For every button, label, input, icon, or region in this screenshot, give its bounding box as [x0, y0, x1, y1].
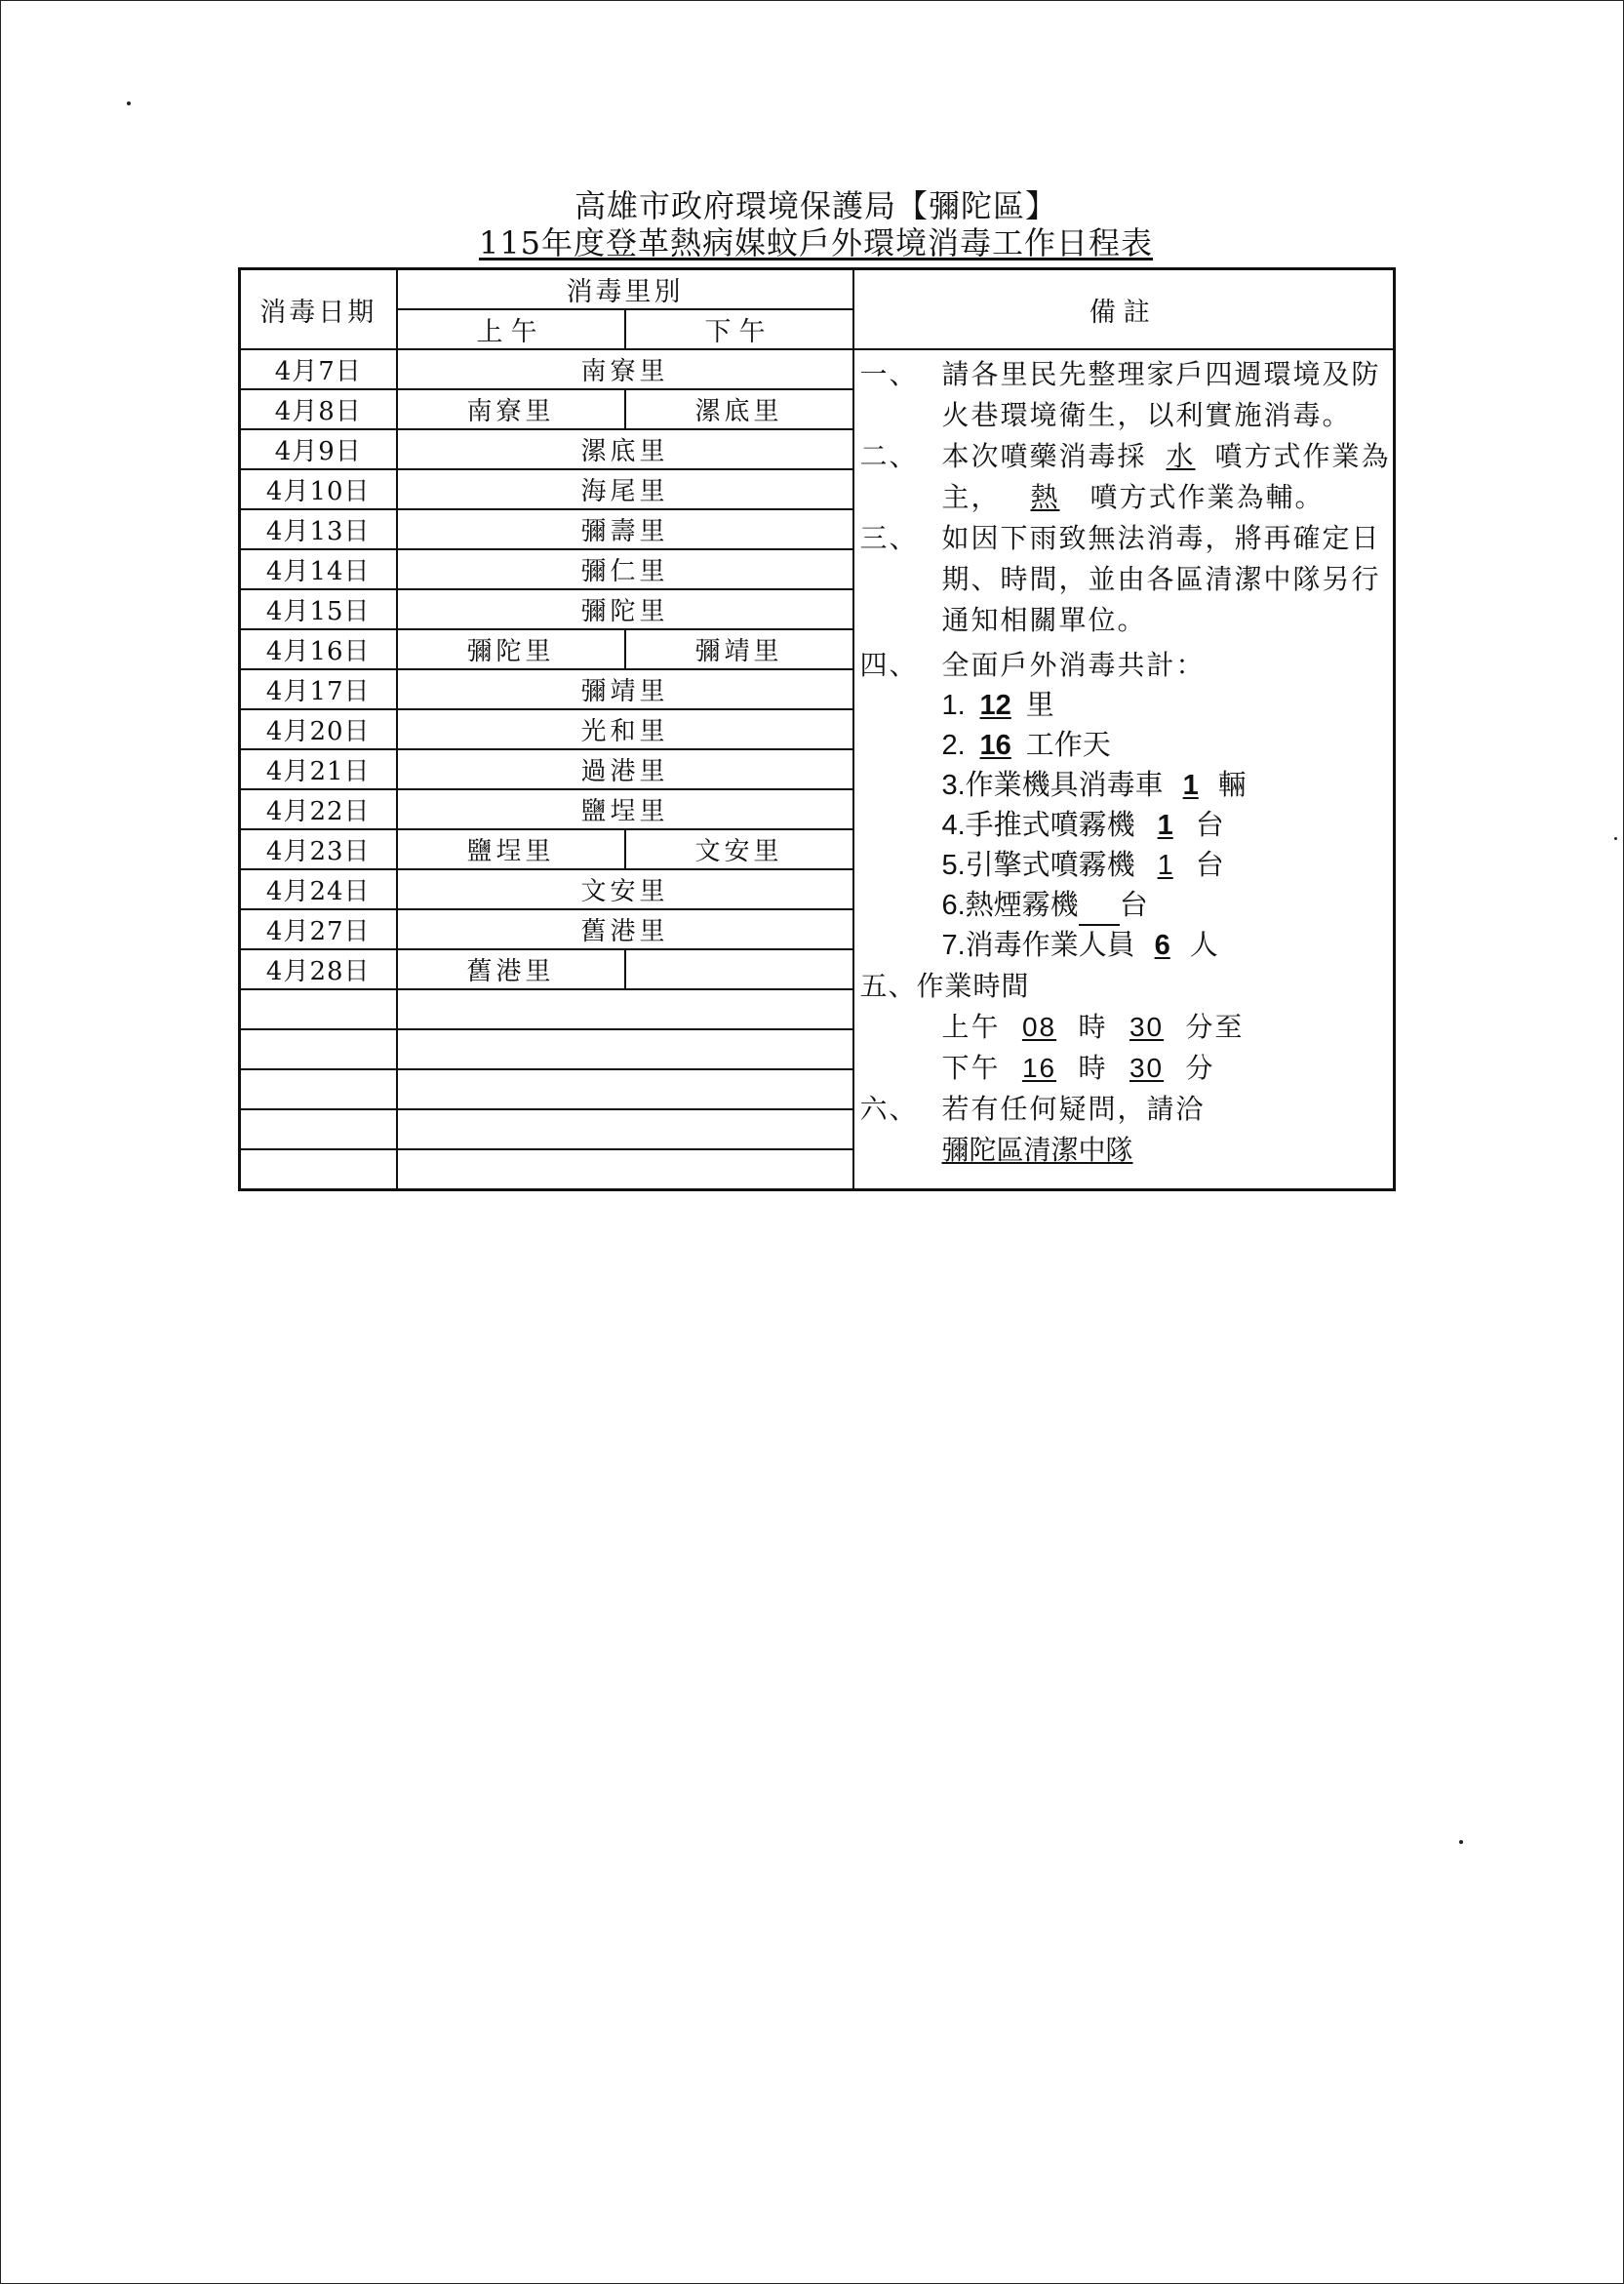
schedule-village-fullday: 南寮里 [397, 349, 853, 389]
schedule-village-fullday: 海尾里 [397, 469, 853, 509]
title-line-2: 115年度登革熱病媒蚊戶外環境消毒工作日程表 [478, 224, 1154, 261]
engine-sprayers: 5.引擎式噴霧機 1 台 [941, 850, 1224, 881]
scan-speck [1614, 837, 1617, 840]
schedule-village-split [397, 829, 853, 869]
spray-method-main: 水 [1166, 440, 1196, 472]
schedule-village-fullday: 漯底里 [397, 429, 853, 469]
disinfection-vehicles: 3.作業機具消毒車 1 輛 [941, 770, 1247, 801]
schedule-date [240, 1149, 397, 1190]
schedule-village-pm [626, 950, 852, 988]
disinfection-schedule-table [238, 267, 1396, 1191]
schedule-village-fullday: 舊港里 [397, 909, 853, 949]
note-6: 六、 若有任何疑問，請洽 彌陀區清潔中隊 [860, 1089, 1394, 1171]
disinfection-staff: 7.消毒作業人員 6 人 [941, 930, 1218, 961]
schedule-village-am: 舊港里 [398, 950, 626, 988]
thermal-foggers: 6.熱煙霧機 台 [860, 886, 1394, 926]
schedule-village-fullday: 過港里 [397, 749, 853, 789]
schedule-village-pm: 文安里 [694, 837, 783, 866]
title-line-1: 高雄市政府環境保護局【彌陀區】 [574, 187, 1057, 224]
schedule-village-fullday: 彌靖里 [397, 669, 853, 709]
header-notes: 備註 [853, 269, 1395, 350]
work-time-pm: 下午 16 時 30 分 [941, 1052, 1215, 1084]
schedule-row [240, 349, 1395, 389]
note-2: 二、 本次噴藥消毒採 水 噴方式作業為主， 熱 噴方式作業為輔。 [860, 436, 1394, 518]
schedule-village-fullday [397, 1109, 853, 1149]
schedule-village-fullday [397, 1069, 853, 1109]
schedule-date: 4月22日 [240, 789, 397, 829]
schedule-date: 4月9日 [240, 429, 397, 469]
schedule-village-fullday: 彌壽里 [397, 509, 853, 549]
schedule-date: 4月23日 [240, 829, 397, 869]
schedule-village-am: 鹽埕里 [398, 830, 626, 868]
note-4: 四、 全面戶外消毒共計： [859, 649, 1206, 681]
schedule-date: 4月27日 [240, 909, 397, 949]
schedule-village-fullday [397, 1149, 853, 1190]
schedule-village-fullday: 彌仁里 [397, 549, 853, 589]
schedule-date [240, 1069, 397, 1109]
schedule-village-split [397, 629, 853, 669]
contact-unit: 彌陀區清潔中隊 [941, 1135, 1133, 1165]
schedule-village-fullday [397, 989, 853, 1029]
schedule-date: 4月20日 [240, 709, 397, 749]
total-workdays: 2. 16 工作天 [941, 730, 1111, 761]
schedule-village-am: 南寮里 [398, 390, 626, 428]
schedule-date [240, 1029, 397, 1069]
schedule-date: 4月17日 [240, 669, 397, 709]
total-villages: 1. 12 里 [941, 690, 1054, 721]
header-villages: 消毒里別 [397, 269, 853, 310]
schedule-village-fullday: 文安里 [397, 869, 853, 909]
hand-sprayers: 4.手推式噴霧機 1 台 [941, 810, 1224, 841]
schedule-village-fullday: 彌陀里 [397, 589, 853, 629]
header-am: 上午 [397, 309, 625, 349]
note-1: 一、 請各里民先整理家戶四週環境及防火巷環境衛生，以利實施消毒。 [859, 358, 1381, 431]
schedule-village-pm: 漯底里 [694, 397, 783, 426]
schedule-date: 4月28日 [240, 949, 397, 989]
notes-cell [853, 349, 1395, 1190]
work-time-am: 上午 08 時 30 分至 [941, 1011, 1245, 1043]
schedule-date: 4月10日 [240, 469, 397, 509]
schedule-date: 4月16日 [240, 629, 397, 669]
schedule-date [240, 1109, 397, 1149]
schedule-date: 4月7日 [240, 349, 397, 389]
document-title [239, 187, 1393, 261]
schedule-village-pm: 彌靖里 [694, 637, 783, 666]
schedule-village-split [397, 949, 853, 989]
schedule-date: 4月15日 [240, 589, 397, 629]
schedule-date: 4月13日 [240, 509, 397, 549]
schedule-village-fullday: 光和里 [397, 709, 853, 749]
schedule-village-fullday: 鹽埕里 [397, 789, 853, 829]
spray-method-aux: 熱 [1030, 481, 1060, 513]
schedule-date: 4月8日 [240, 389, 397, 429]
schedule-village-split [397, 389, 853, 429]
schedule-date [240, 989, 397, 1029]
schedule-date: 4月14日 [240, 549, 397, 589]
schedule-date: 4月21日 [240, 749, 397, 789]
scan-speck [127, 101, 131, 105]
schedule-village-am: 彌陀里 [398, 630, 626, 668]
header-pm: 下午 [625, 309, 853, 349]
header-date: 消毒日期 [240, 269, 397, 350]
schedule-village-fullday [397, 1029, 853, 1069]
note-3: 三、 如因下雨致無法消毒，將再確定日期、時間，並由各區清潔中隊另行通知相關單位。 [859, 522, 1381, 636]
schedule-date: 4月24日 [240, 869, 397, 909]
note-5: 五、作業時間 [859, 970, 1030, 1002]
scan-speck [1459, 1840, 1463, 1844]
